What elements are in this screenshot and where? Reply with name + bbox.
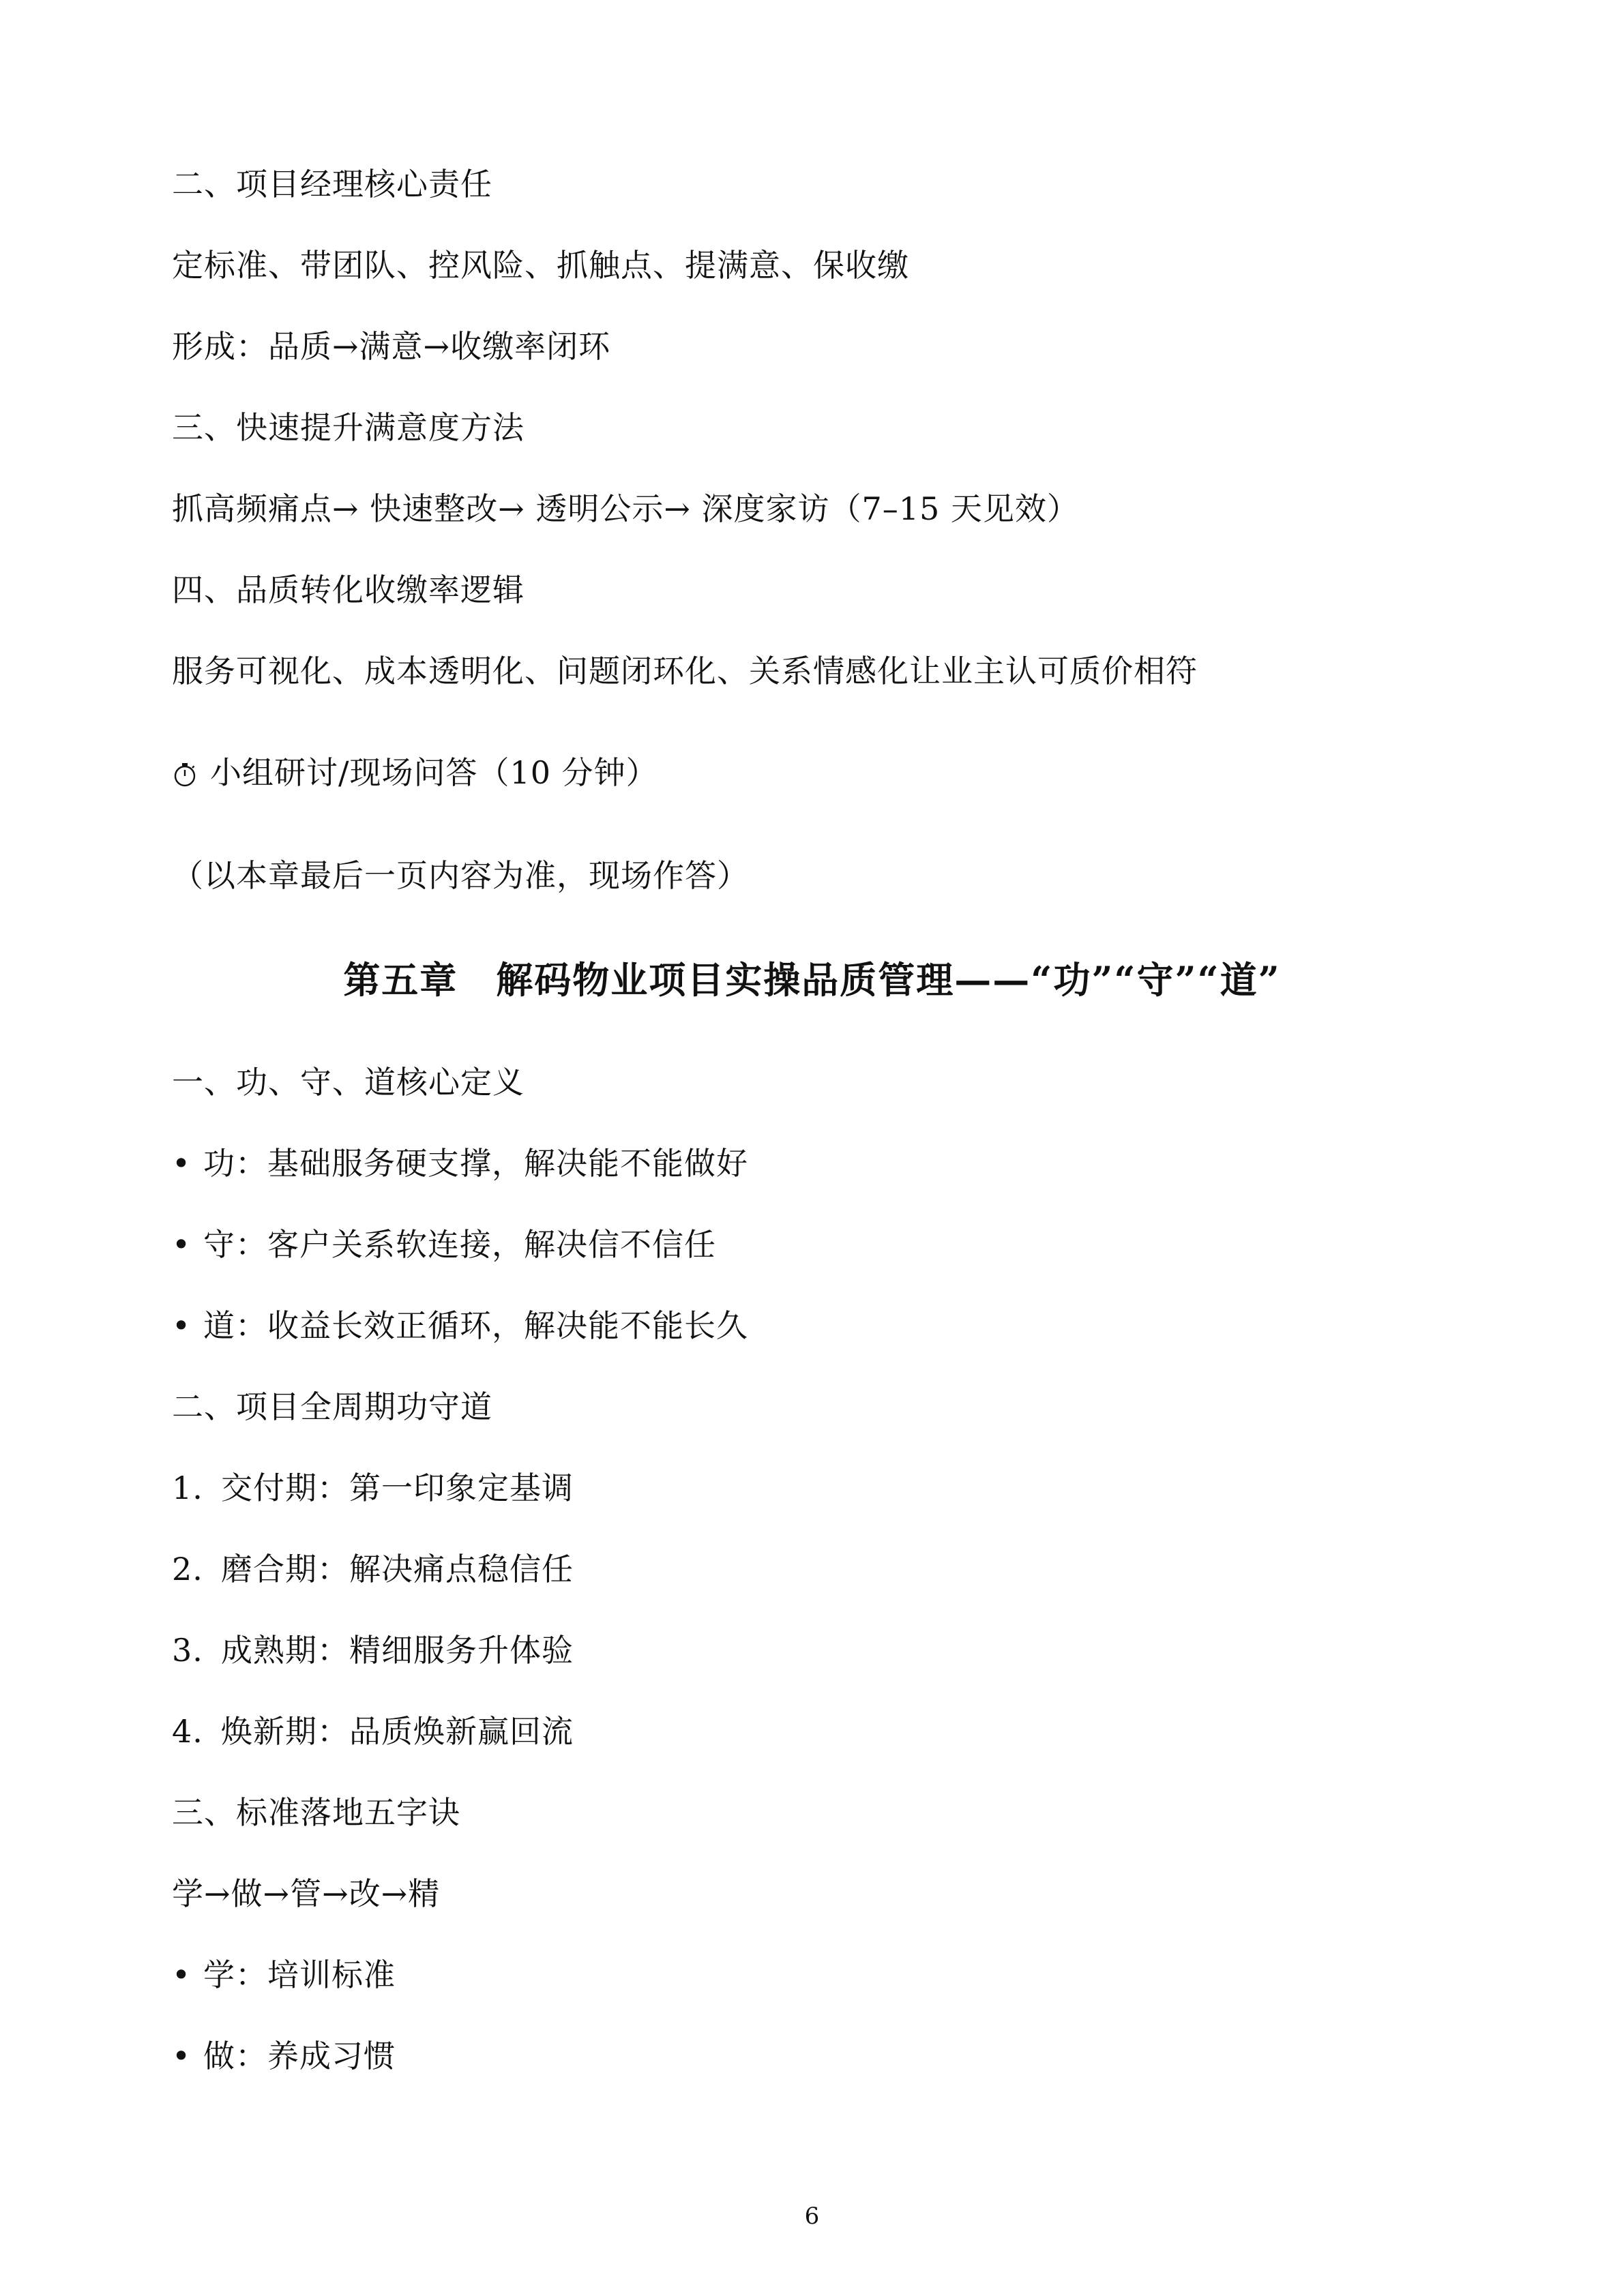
- list-number: 3.: [172, 1632, 203, 1669]
- list-item-phase: [172, 1630, 574, 1671]
- section-heading-collection-logic: 四、品质转化收缴率逻辑: [172, 571, 525, 608]
- list-item-text: 守：客户关系软连接，解决信不信任: [203, 1226, 716, 1263]
- bullet: •: [172, 1956, 192, 1993]
- section-heading-lifecycle: 二、项目全周期功守道: [172, 1388, 492, 1425]
- list-item-text: 磨合期：解决痛点稳信任: [221, 1551, 574, 1587]
- list-item-text: 道：收益长效正循环，解决能不能长久: [203, 1307, 748, 1344]
- list-number: 1.: [172, 1470, 203, 1506]
- list-item-text: 成熟期：精细服务升体验: [221, 1632, 574, 1669]
- section-heading-core-definitions: 一、功、守、道核心定义: [172, 1064, 525, 1101]
- list-item-phase: [172, 1711, 574, 1752]
- list-item-text: 焕新期：品质焕新赢回流: [221, 1713, 574, 1750]
- discussion-title: 小组研讨/现场问答（10 分钟）: [210, 754, 658, 791]
- stopwatch-icon: [172, 756, 198, 782]
- bullet: •: [172, 1307, 192, 1344]
- page-number: 6: [804, 2203, 820, 2230]
- chapter-title: 第五章 解码物业项目实操品质管理——“功”“守”“道”: [343, 958, 1281, 1002]
- list-item-phase: [172, 1549, 574, 1590]
- section-heading-five-words: 三、标准落地五字诀: [172, 1794, 460, 1831]
- paragraph-closed-loop: 形成：品质→满意→收缴率闭环: [172, 328, 611, 365]
- discussion-note: （以本章最后一页内容为准，现场作答）: [172, 857, 749, 894]
- list-number: 2.: [172, 1551, 203, 1587]
- bullet: •: [172, 1226, 192, 1263]
- list-item-step: [172, 2036, 396, 2076]
- list-item-text: 做：养成习惯: [203, 2038, 396, 2074]
- paragraph-satisfaction-steps: 抓高频痛点→ 快速整改→ 透明公示→ 深度家访（7–15 天见效）: [172, 490, 1079, 527]
- list-item-step: [172, 1954, 396, 1995]
- list-number: 4.: [172, 1713, 203, 1750]
- section-heading-satisfaction-methods: 三、快速提升满意度方法: [172, 409, 525, 446]
- bullet: •: [172, 2038, 192, 2074]
- list-item-phase: [172, 1467, 574, 1508]
- list-item-text: 交付期：第一印象定基调: [221, 1470, 574, 1506]
- list-item-text: 学：培训标准: [203, 1956, 396, 1993]
- list-item-definition: [172, 1143, 748, 1184]
- bullet: •: [172, 1145, 192, 1182]
- list-item-definition: [172, 1305, 748, 1346]
- paragraph-responsibilities: 定标准、带团队、控风险、抓触点、提满意、保收缴: [172, 247, 909, 284]
- paragraph-collection-logic: 服务可视化、成本透明化、问题闭环化、关系情感化让业主认可质价相符: [172, 653, 1198, 689]
- section-heading-project-manager: 二、项目经理核心责任: [172, 166, 492, 203]
- list-item-text: 功：基础服务硬支撑，解决能不能做好: [203, 1145, 748, 1182]
- list-item-definition: [172, 1224, 716, 1265]
- paragraph-flow: 学→做→管→改→精: [172, 1875, 441, 1912]
- discussion-line: [172, 752, 658, 793]
